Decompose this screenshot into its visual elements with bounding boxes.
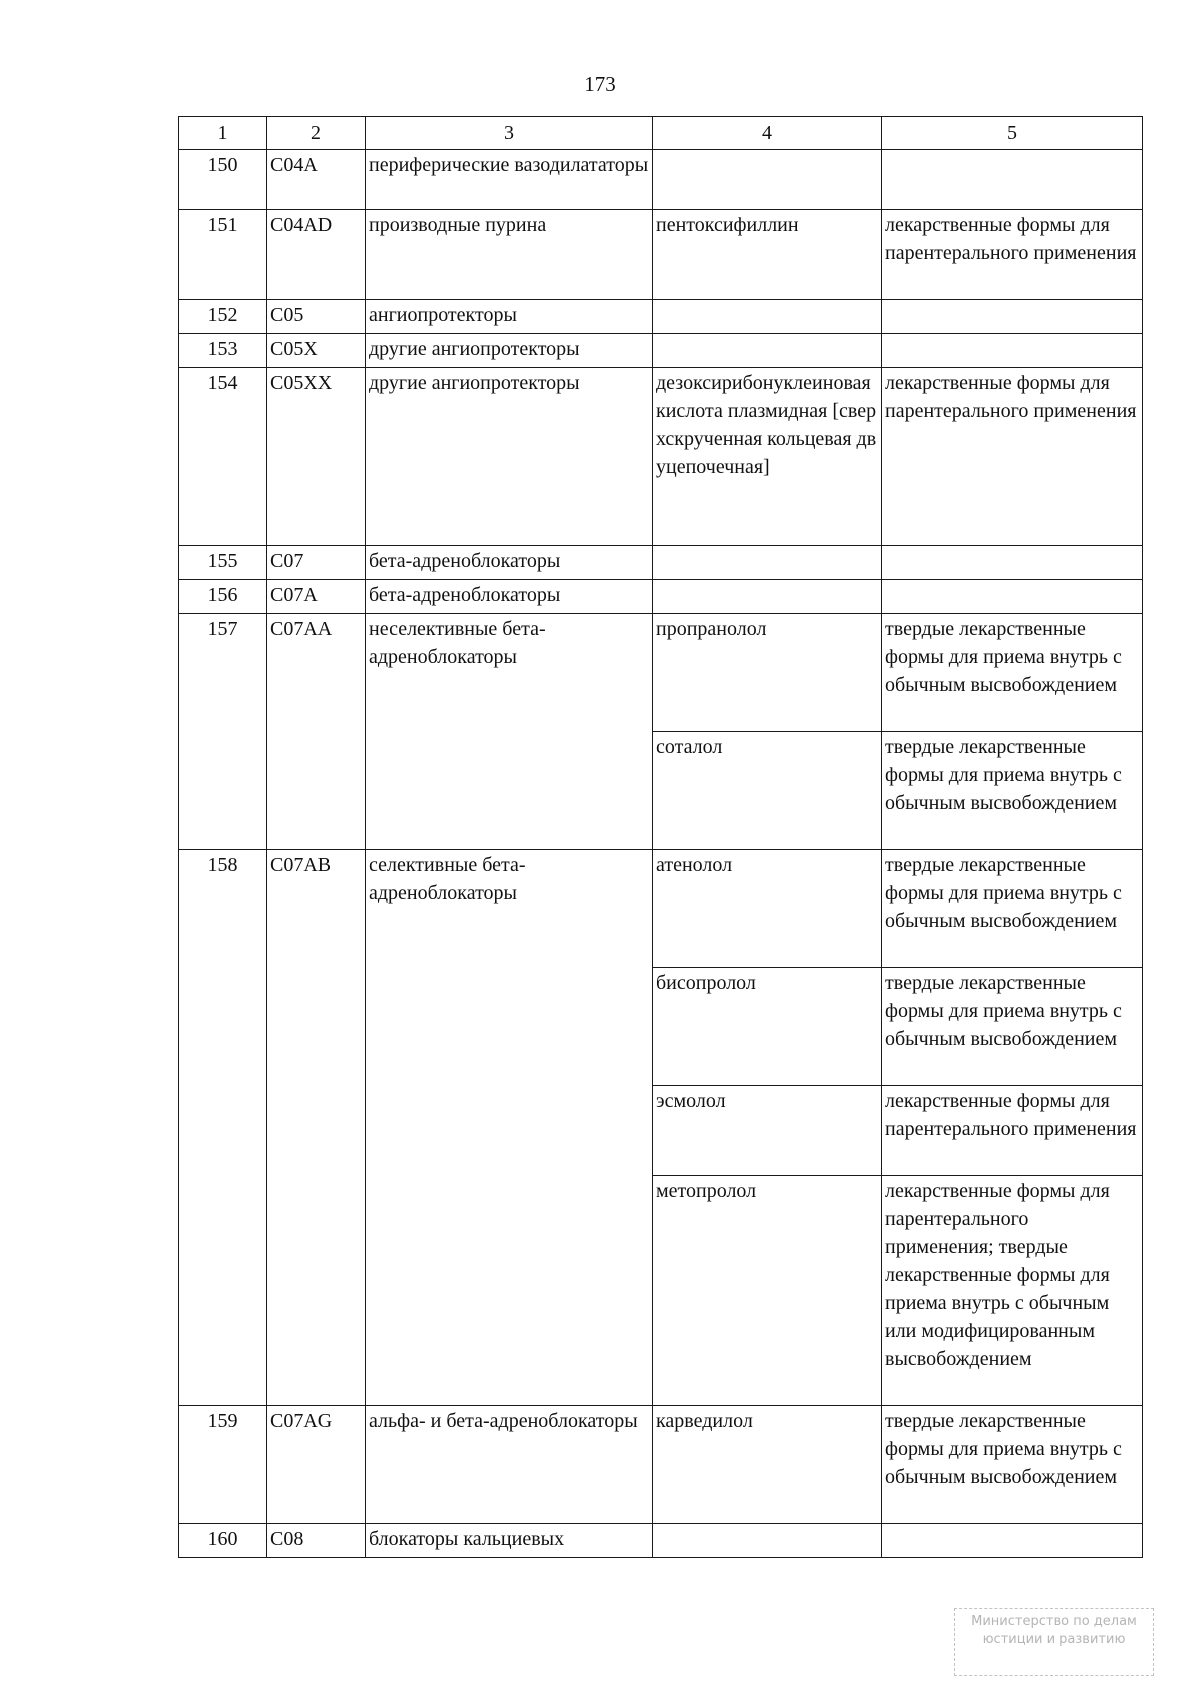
atc-code: C08 [267, 1524, 366, 1558]
column-header: 2 [267, 117, 366, 150]
column-header: 3 [366, 117, 653, 150]
atc-code: C04AD [267, 210, 366, 300]
page-number: 173 [584, 72, 616, 96]
row-number: 154 [179, 368, 267, 546]
drug-name [653, 1524, 882, 1558]
group-name: другие ангиопротекторы [366, 368, 653, 546]
column-header: 1 [179, 117, 267, 150]
table-row [179, 300, 1143, 334]
row-number: 150 [179, 150, 267, 210]
dosage-form: лекарственные формы для парентерального применения; твердые лекарственные формы для приема внутрь с обычным или модифицированным высвобождением [882, 1176, 1143, 1406]
drug-name: пропранолол [653, 614, 882, 732]
table-row [179, 150, 1143, 210]
table-row [179, 210, 1143, 300]
table-row [179, 850, 1143, 968]
drug-name [653, 580, 882, 614]
group-name: блокаторы кальциевых [366, 1524, 653, 1558]
row-number: 157 [179, 614, 267, 850]
drug-name [653, 150, 882, 210]
column-header: 4 [653, 117, 882, 150]
group-name: периферические вазодилататоры [366, 150, 653, 210]
row-number: 153 [179, 334, 267, 368]
row-number: 158 [179, 850, 267, 1406]
atc-code: C07AB [267, 850, 366, 1406]
dosage-form: лекарственные формы для парентерального применения [882, 368, 1143, 546]
drug-name: атенолол [653, 850, 882, 968]
dosage-form: лекарственные формы для парентерального применения [882, 1086, 1143, 1176]
dosage-form: твердые лекарственные формы для приема внутрь с обычным высвобождением [882, 614, 1143, 732]
table-row [179, 1406, 1143, 1524]
atc-code: C04A [267, 150, 366, 210]
drug-name: пентоксифиллин [653, 210, 882, 300]
stamp-line: юстиции и развитию [982, 1632, 1126, 1647]
group-name: селективные бета-адреноблокаторы [366, 850, 653, 1406]
drug-name: карведилол [653, 1406, 882, 1524]
group-name: производные пурина [366, 210, 653, 300]
dosage-form: твердые лекарственные формы для приема внутрь с обычным высвобождением [882, 850, 1143, 968]
atc-code: C07A [267, 580, 366, 614]
group-name: неселективные бета-адреноблокаторы [366, 614, 653, 850]
atc-code: C05 [267, 300, 366, 334]
group-name: другие ангиопротекторы [366, 334, 653, 368]
dosage-form [882, 150, 1143, 210]
group-name: ангиопротекторы [366, 300, 653, 334]
row-number: 156 [179, 580, 267, 614]
group-name: бета-адреноблокаторы [366, 580, 653, 614]
dosage-form: лекарственные формы для парентерального применения [882, 210, 1143, 300]
table-row [179, 368, 1143, 546]
dosage-form: твердые лекарственные формы для приема внутрь с обычным высвобождением [882, 732, 1143, 850]
dosage-form [882, 334, 1143, 368]
drug-name: метопролол [653, 1176, 882, 1406]
drug-name: эсмолол [653, 1086, 882, 1176]
drug-name [653, 334, 882, 368]
drug-name: дезоксирибонуклеиновая кислота плазмидная [сверхскрученная кольцевая двуцепочечная] [653, 368, 882, 546]
atc-code: C07 [267, 546, 366, 580]
atc-code: C05X [267, 334, 366, 368]
table-header-row [179, 117, 1143, 150]
dosage-form: твердые лекарственные формы для приема внутрь с обычным высвобождением [882, 968, 1143, 1086]
table-row [179, 580, 1143, 614]
dosage-form [882, 300, 1143, 334]
group-name: альфа- и бета-адреноблокаторы [366, 1406, 653, 1524]
drug-table [178, 116, 1143, 1558]
row-number: 151 [179, 210, 267, 300]
table-row [179, 614, 1143, 732]
drug-name [653, 300, 882, 334]
column-header: 5 [882, 117, 1143, 150]
table-row [179, 546, 1143, 580]
group-name: бета-адреноблокаторы [366, 546, 653, 580]
drug-name [653, 546, 882, 580]
table-row [179, 334, 1143, 368]
atc-code: C07AG [267, 1406, 366, 1524]
dosage-form [882, 580, 1143, 614]
row-number: 159 [179, 1406, 267, 1524]
table-row [179, 1524, 1143, 1558]
dosage-form [882, 546, 1143, 580]
drug-name: бисопролол [653, 968, 882, 1086]
dosage-form: твердые лекарственные формы для приема внутрь с обычным высвобождением [882, 1406, 1143, 1524]
row-number: 160 [179, 1524, 267, 1558]
row-number: 152 [179, 300, 267, 334]
stamp-line: Министерство по делам [971, 1614, 1137, 1629]
drug-name: соталол [653, 732, 882, 850]
atc-code: C07AA [267, 614, 366, 850]
ministry-stamp [954, 1608, 1154, 1676]
atc-code: C05XX [267, 368, 366, 546]
row-number: 155 [179, 546, 267, 580]
dosage-form [882, 1524, 1143, 1558]
